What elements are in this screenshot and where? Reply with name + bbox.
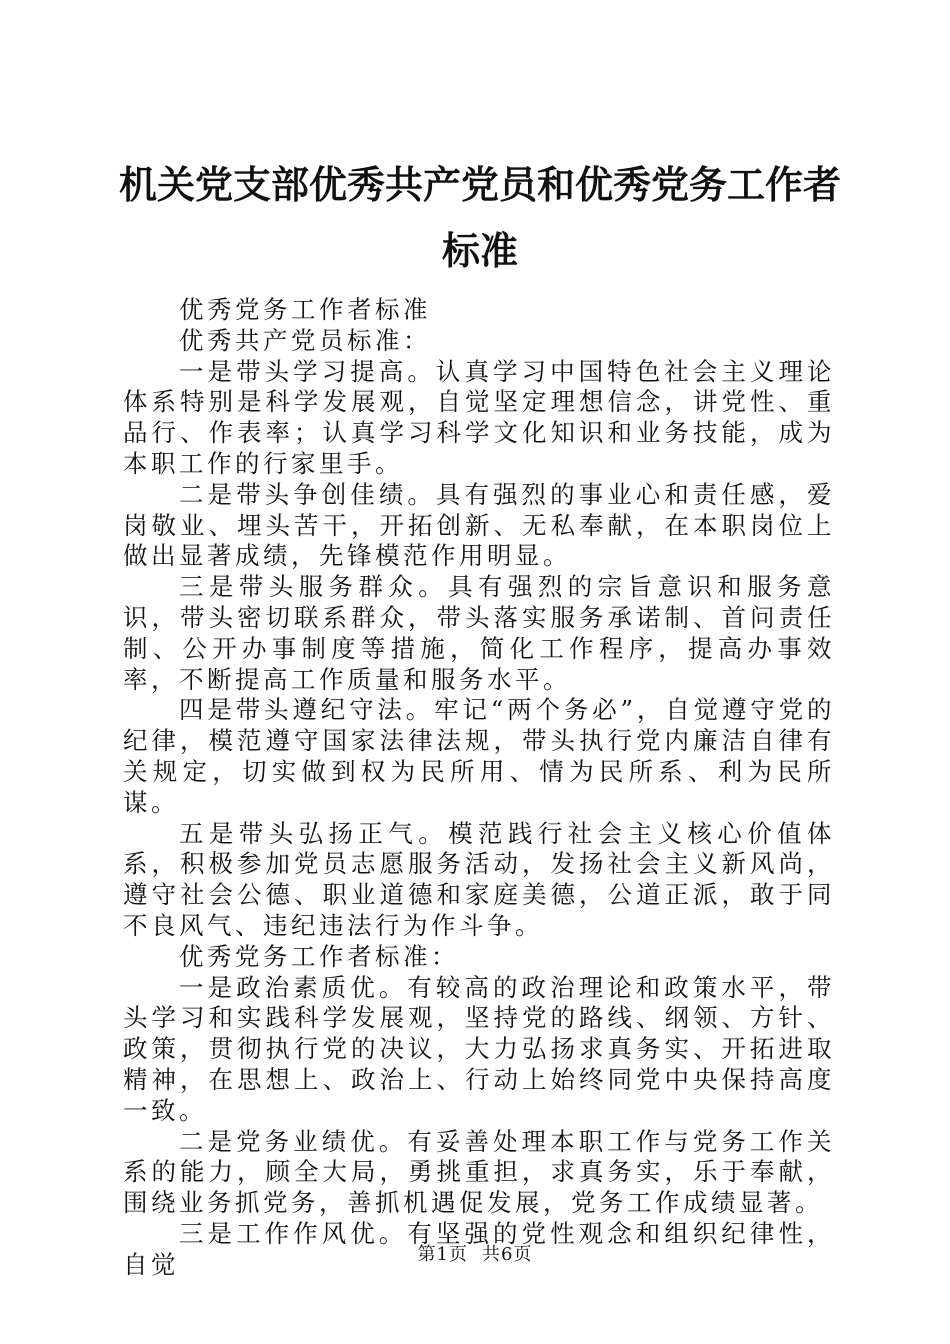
paragraph: 优秀共产党员标准： bbox=[179, 325, 431, 355]
paragraph: 一是带头学习提高。认真学习中国特色社会主义理论体系特别是科学发展观，自觉坚定理想信念，讲党性、重品行、作表率；认真学习科学文化知识和业务技能，成为本职工作的行家里手。 bbox=[123, 356, 835, 478]
paragraph: 三是工作作风优。有坚强的党性观念和组织纪律性，自觉 bbox=[123, 1218, 835, 1279]
paragraph: 优秀党务工作者标准： bbox=[179, 941, 459, 971]
paragraph: 四是带头遵纪守法。牢记“两个务必”，自觉遵守党的纪律，模范遵守国家法律法规，带头执行党内廉洁自律有关规定，切实做到权为民所用、情为民所系、利为民所谋。 bbox=[123, 695, 835, 817]
paragraph: 二是党务业绩优。有妥善处理本职工作与党务工作关系的能力，顾全大局，勇挑重担，求真务实，乐于奉献，围绕业务抓党务，善抓机遇促发展，党务工作成绩显著。 bbox=[123, 1126, 835, 1218]
page-footer bbox=[0, 1240, 950, 1266]
paragraph: 二是带头争创佳绩。具有强烈的事业心和责任感，爱岗敬业、埋头苦干，开拓创新、无私奉献，在本职岗位上做出显著成绩，先锋模范作用明显。 bbox=[123, 479, 835, 571]
paragraph: 一是政治素质优。有较高的政治理论和政策水平，带头学习和实践科学发展观，坚持党的路线、纲领、方针、政策，贯彻执行党的决议，大力弘扬求真务实、开拓进取精神，在思想上、政治上、行动上始终同党中央保持高度一致。 bbox=[123, 972, 835, 1125]
paragraph: 优秀党务工作者标准 bbox=[179, 295, 431, 324]
document-body bbox=[123, 295, 835, 1281]
paragraph: 五是带头弘扬正气。模范践行社会主义核心价值体系，积极参加党员志愿服务活动，发扬社会主义新风尚，遵守社会公德、职业道德和家庭美德，公道正派，敢于同不良风气、违纪违法行为作斗争。 bbox=[123, 818, 835, 940]
page-number: 第1页 bbox=[417, 1244, 468, 1265]
paragraph: 三是带头服务群众。具有强烈的宗旨意识和服务意识，带头密切联系群众，带头落实服务承诺制、首问责任制、公开办事制度等措施，简化工作程序，提高办事效率，不断提高工作质量和服务水平。 bbox=[123, 572, 835, 694]
page-total: 共6页 bbox=[482, 1244, 533, 1265]
document-title: 机关党支部优秀共产党员和优秀党务工作者标准 bbox=[118, 162, 841, 273]
